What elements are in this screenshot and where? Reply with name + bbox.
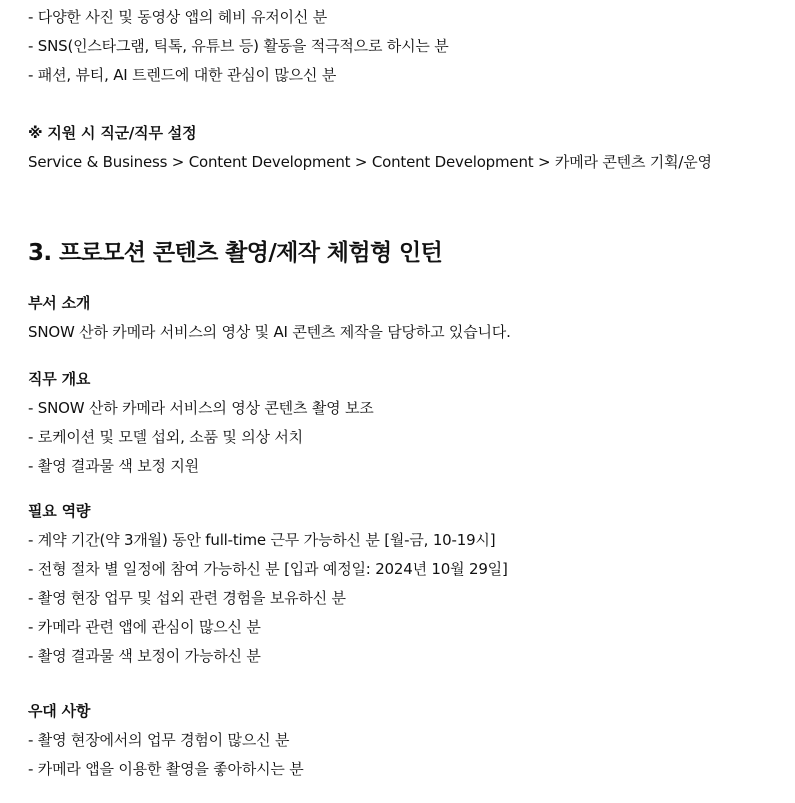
list-item: - 카메라 관련 앱에 관심이 많으신 분 (28, 618, 261, 636)
list-item: - 카메라 앱을 이용한 촬영을 좋아하시는 분 (28, 760, 304, 778)
list-item: - 촬영 결과물 색 보정이 가능하신 분 (28, 647, 261, 665)
list-item: - 다양한 사진 및 동영상 앱의 헤비 유저이신 분 (28, 8, 327, 26)
apply-setting-heading: ※ 지원 시 직군/직무 설정 (28, 124, 197, 142)
list-item: - 로케이션 및 모델 섭외, 소품 및 의상 서치 (28, 428, 303, 446)
list-item: - 계약 기간(약 3개월) 동안 full-time 근무 가능하신 분 [월-금, 10-19시] (28, 531, 496, 549)
intro-bullet-list (28, 3, 449, 90)
section-title: 3. 프로모션 콘텐츠 촬영/제작 체험형 인턴 (28, 240, 443, 266)
apply-setting-path: Service & Business > Content Development > Content Development > 카메라 콘텐츠 기획/운영 (28, 153, 712, 171)
duties-heading: 직무 개요 (28, 370, 91, 388)
list-item: - 패션, 뷰티, AI 트렌드에 대한 관심이 많으신 분 (28, 66, 337, 84)
department-description: SNOW 산하 카메라 서비스의 영상 및 AI 콘텐츠 제작을 담당하고 있습니다. (28, 323, 511, 341)
list-item: - 촬영 현장 업무 및 섭외 관련 경험을 보유하신 분 (28, 589, 346, 607)
list-item: - 전형 절차 별 일정에 참여 가능하신 분 [입과 예정일: 2024년 10월 29일] (28, 560, 508, 578)
list-item: - 촬영 현장에서의 업무 경험이 많으신 분 (28, 731, 290, 749)
list-item: - SNS(인스타그램, 틱톡, 유튜브 등) 활동을 적극적으로 하시는 분 (28, 37, 449, 55)
duties-block (28, 365, 374, 481)
list-item: - 촬영 결과물 색 보정 지원 (28, 457, 199, 475)
requirements-heading: 필요 역량 (28, 502, 91, 520)
preferred-block (28, 697, 304, 784)
preferred-heading: 우대 사항 (28, 702, 91, 720)
department-heading: 부서 소개 (28, 294, 91, 312)
department-block (28, 289, 511, 347)
requirements-block (28, 497, 508, 671)
list-item: - SNOW 산하 카메라 서비스의 영상 콘텐츠 촬영 보조 (28, 399, 374, 417)
apply-setting-block (28, 119, 712, 177)
